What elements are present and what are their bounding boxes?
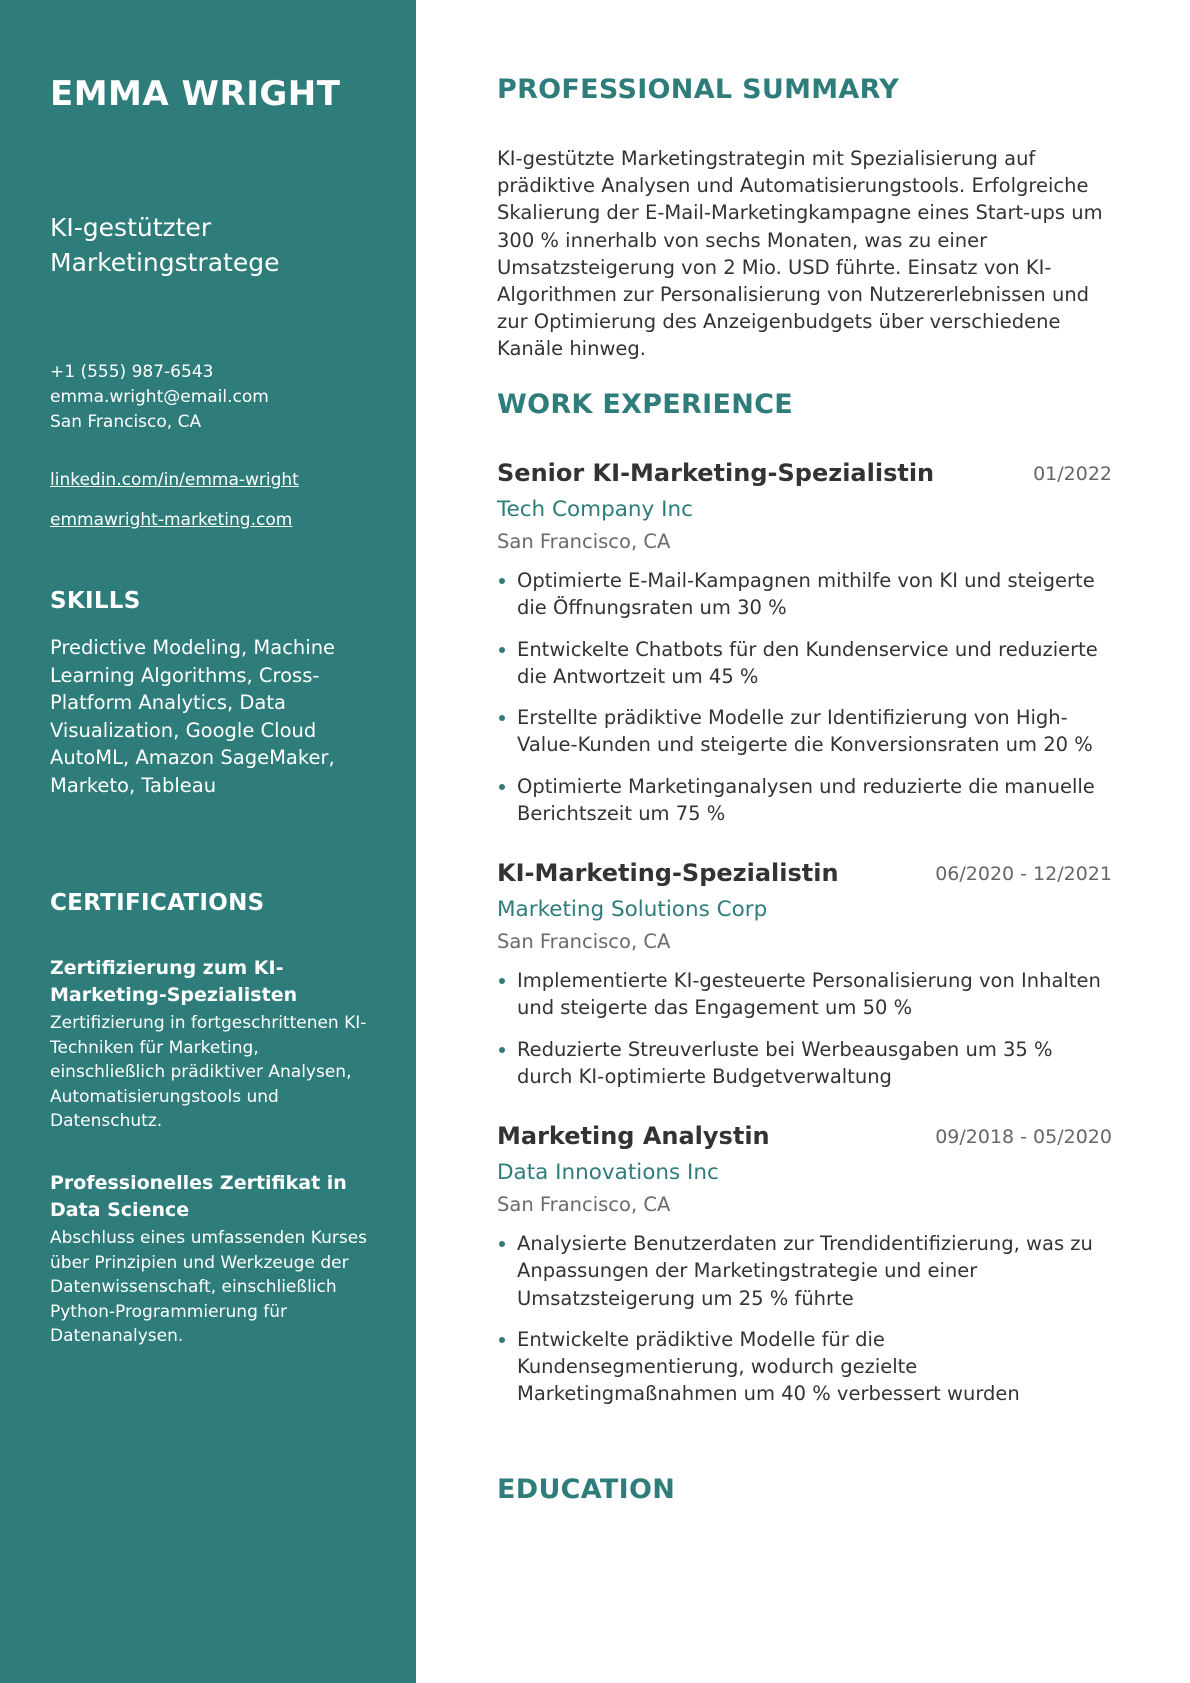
- job-title: Senior KI-Marketing-Spezialistin: [497, 459, 935, 487]
- certification-item: [50, 955, 370, 1134]
- job-bullet: Erstellte prädiktive Modelle zur Identifizierung von High-Value-Kunden und steigerte die Konversionsraten um 20 %: [497, 704, 1112, 759]
- certification-description: Abschluss eines umfassenden Kurses über Prinzipien und Werkzeuge der Datenwissenschaft, einschließlich Python-Programmierung für Datenanalysen.: [50, 1228, 368, 1346]
- job-company: Data Innovations Inc: [497, 1160, 719, 1185]
- job-bullet: Optimierte Marketinganalysen und reduzierte die manuelle Berichtszeit um 75 %: [497, 773, 1112, 828]
- job-bullet: Analysierte Benutzerdaten zur Trendidentifizierung, was zu Anpassungen der Marketingstrategie und einer Umsatzsteigerung um 25 % führte: [497, 1230, 1112, 1312]
- job-title: KI-Marketing-Spezialistin: [497, 859, 839, 887]
- job-company: Tech Company Inc: [497, 497, 693, 522]
- summary-text: KI-gestützte Marketingstrategin mit Spezialisierung auf prädiktive Analysen und Automatisierungstools. Erfolgreiche Skalierung der E-Mail-Marketingkampagne eines Start-ups um 300 % innerhalb von sechs Monaten, was zu einer Umsatzsteigerung von 2 Mio. USD führte. Einsatz von KI-Algorithmen zur Personalisierung von Nutzererlebnissen und zur Optimierung des Anzeigenbudgets über verschiedene Kanäle hinweg.: [497, 147, 1103, 361]
- skills-heading: SKILLS: [50, 588, 141, 614]
- job-date: 09/2018 - 05/2020: [935, 1126, 1112, 1148]
- contact-location: San Francisco, CA: [50, 412, 202, 432]
- job-company: Marketing Solutions Corp: [497, 897, 768, 922]
- job-bullets: [497, 967, 1112, 1090]
- job-bullet: Optimierte E-Mail-Kampagnen mithilfe von KI und steigerte die Öffnungsraten um 30 %: [497, 567, 1112, 622]
- job-location: San Francisco, CA: [497, 530, 671, 553]
- job-bullets: [497, 1230, 1112, 1408]
- job-bullet: Reduzierte Streuverluste bei Werbeausgaben um 35 % durch KI-optimierte Budgetverwaltung: [497, 1036, 1112, 1091]
- job-title: Marketing Analystin: [497, 1122, 770, 1150]
- job-date: 06/2020 - 12/2021: [935, 863, 1112, 885]
- summary-heading: PROFESSIONAL SUMMARY: [497, 74, 900, 105]
- work-experience-heading: WORK EXPERIENCE: [497, 389, 793, 420]
- job-entry: [497, 859, 1112, 1104]
- certification-title: Zertifizierung zum KI-Marketing-Spezialisten: [50, 957, 298, 1006]
- candidate-name: EMMA WRIGHT: [50, 74, 341, 114]
- education-heading: EDUCATION: [497, 1474, 676, 1505]
- job-location: San Francisco, CA: [497, 930, 671, 953]
- job-location: San Francisco, CA: [497, 1193, 671, 1216]
- certification-title: Professionelles Zertifikat in Data Science: [50, 1172, 347, 1221]
- website-link[interactable]: emmawright-marketing.com: [50, 510, 293, 530]
- certifications-heading: CERTIFICATIONS: [50, 890, 265, 916]
- contact-phone: +1 (555) 987-6543: [50, 362, 214, 382]
- skills-text: Predictive Modeling, Machine Learning Algorithms, Cross-Platform Analytics, Data Visualization, Google Cloud AutoML, Amazon SageMaker, Marketo, Tableau: [50, 636, 336, 797]
- certification-description: Zertifizierung in fortgeschrittenen KI-Techniken für Marketing, einschließlich prädiktiver Analysen, Automatisierungstools und Datenschutz.: [50, 1013, 367, 1131]
- contact-email: emma.wright@email.com: [50, 387, 269, 407]
- job-entry: [497, 459, 1112, 841]
- job-bullet: Entwickelte Chatbots für den Kundenservice und reduzierte die Antwortzeit um 45 %: [497, 636, 1112, 691]
- candidate-role: KI-gestützter Marketingstratege: [50, 213, 280, 277]
- contact-block: [50, 360, 269, 435]
- job-bullet: Implementierte KI-gesteuerte Personalisierung von Inhalten und steigerte das Engagement um 50 %: [497, 967, 1112, 1022]
- certification-item: [50, 1170, 370, 1349]
- job-bullets: [497, 567, 1112, 827]
- job-date: 01/2022: [1033, 463, 1112, 485]
- linkedin-link[interactable]: linkedin.com/in/emma-wright: [50, 470, 299, 490]
- job-bullet: Entwickelte prädiktive Modelle für die Kundensegmentierung, wodurch gezielte Marketingmaßnahmen um 40 % verbessert wurden: [497, 1326, 1112, 1408]
- job-entry: [497, 1122, 1112, 1422]
- sidebar: [0, 0, 416, 1683]
